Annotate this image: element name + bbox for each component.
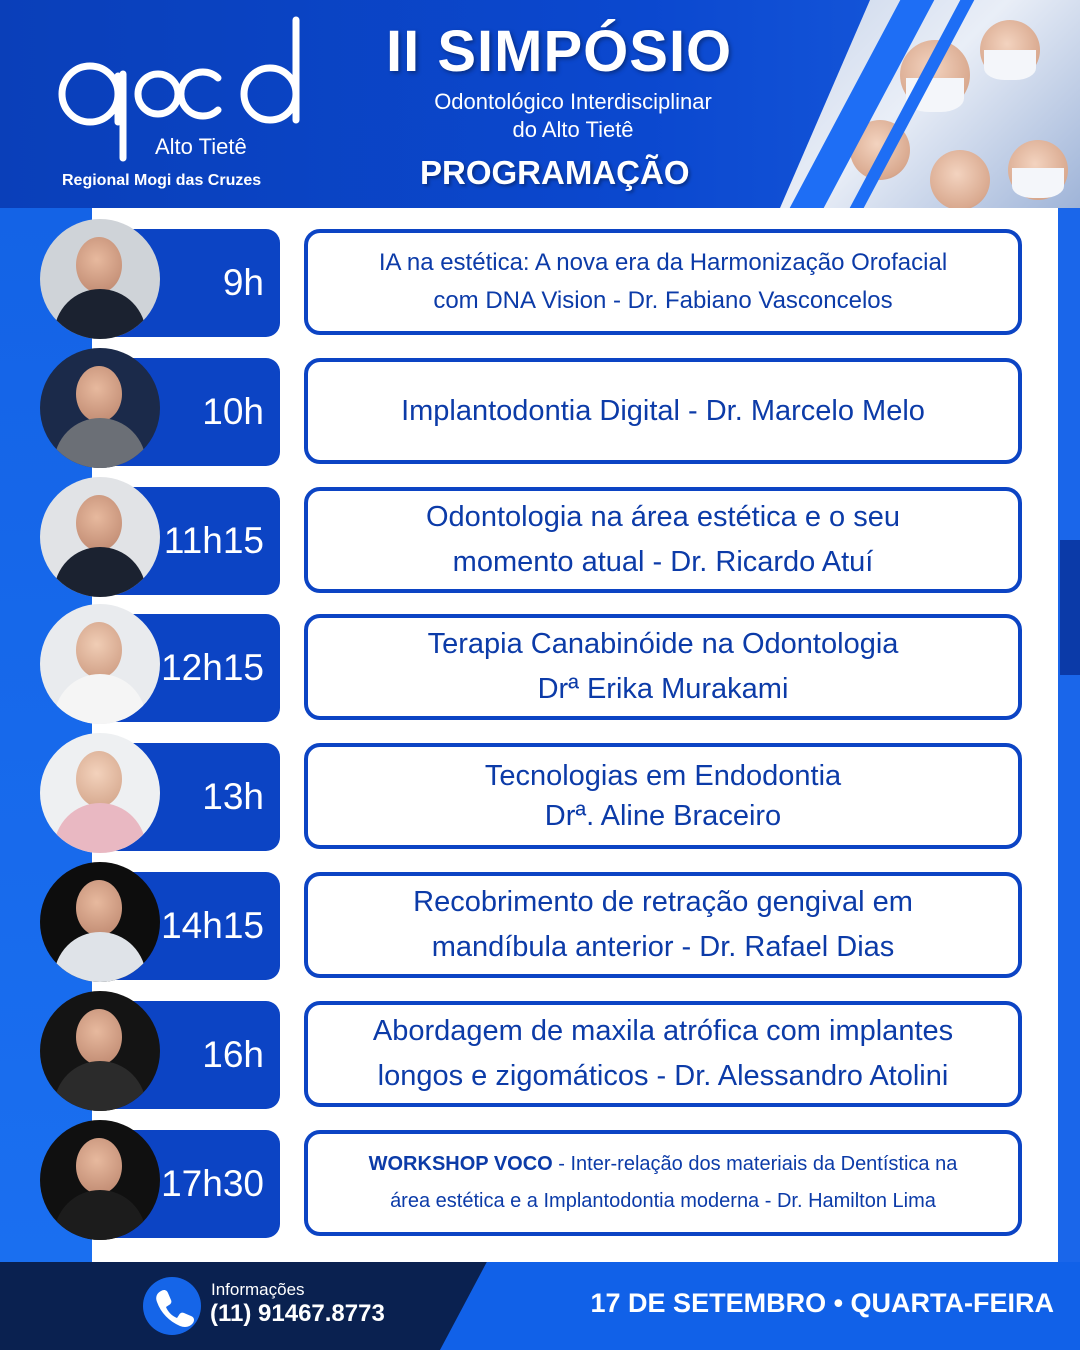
talk-line1: Tecnologias em Endodontia xyxy=(484,760,842,792)
time-label: 14h15 xyxy=(161,905,264,946)
schedule-row xyxy=(0,229,1080,341)
talk-line2: mandíbula anterior - Dr. Rafael Dias xyxy=(431,931,895,963)
schedule-row xyxy=(0,872,1080,984)
talk-title xyxy=(373,1009,953,1099)
schedule-row xyxy=(0,743,1080,855)
schedule-row xyxy=(0,1001,1080,1113)
talk-title xyxy=(428,622,899,712)
subtitle-line2: do Alto Tietê xyxy=(512,117,634,142)
talk-title xyxy=(369,1146,958,1220)
footer xyxy=(0,1262,1080,1350)
event-subtitle xyxy=(388,88,758,144)
talk-line1-text: - Inter-relação dos materiais da Dentística na xyxy=(552,1153,958,1175)
talk-line1: Terapia Canabinóide na Odontologia xyxy=(427,628,899,660)
speaker-avatar xyxy=(40,477,160,597)
talk-line1 xyxy=(369,1146,958,1183)
talk-line2: com DNA Vision - Dr. Fabiano Vasconcelos xyxy=(433,287,893,314)
talk-title xyxy=(379,244,947,320)
regional-label: Regional Mogi das Cruzes xyxy=(62,172,262,189)
talk-title xyxy=(426,495,900,585)
speaker-avatar xyxy=(40,219,160,339)
talk-title xyxy=(485,756,841,836)
talk-card xyxy=(304,358,1022,464)
time-label: 13h xyxy=(202,776,264,817)
talk-card xyxy=(304,743,1022,849)
phone-number: (11) 91467.8773 xyxy=(210,1300,385,1327)
talk-card xyxy=(304,229,1022,335)
phone-icon xyxy=(143,1277,201,1335)
logo-subtitle: Alto Tietê xyxy=(155,134,247,159)
talk-line1: Odontologia na área estética e o seu xyxy=(426,501,900,533)
event-title: II SIMPÓSIO xyxy=(386,19,733,84)
talk-title xyxy=(401,389,925,434)
talk-title xyxy=(413,880,913,970)
time-label: 16h xyxy=(202,1034,264,1075)
schedule-row xyxy=(0,1130,1080,1242)
talk-card xyxy=(304,487,1022,593)
talk-card xyxy=(304,1130,1022,1236)
speaker-avatar xyxy=(40,604,160,724)
time-label: 9h xyxy=(222,262,264,303)
talk-line1: Abordagem de maxila atrófica com implantes xyxy=(372,1015,954,1047)
talk-card xyxy=(304,1001,1022,1107)
schedule-row xyxy=(0,487,1080,599)
time-label: 17h30 xyxy=(161,1163,264,1204)
programacao-heading: PROGRAMAÇÃO xyxy=(420,154,690,191)
schedule-row xyxy=(0,614,1080,726)
talk-card xyxy=(304,872,1022,978)
speaker-avatar xyxy=(40,862,160,982)
speaker-avatar xyxy=(40,991,160,1111)
subtitle-line1: Odontológico Interdisciplinar xyxy=(434,89,712,114)
talk-line2: longos e zigomáticos - Dr. Alessandro Atolini xyxy=(377,1060,949,1092)
talk-card xyxy=(304,614,1022,720)
header-banner xyxy=(0,0,1080,208)
speaker-avatar xyxy=(40,733,160,853)
schedule-row xyxy=(0,358,1080,470)
event-date: 17 DE SETEMBRO • QUARTA-FEIRA xyxy=(590,1288,1054,1318)
talk-line1: Implantodontia Digital - Dr. Marcelo Melo xyxy=(401,394,925,427)
talk-line1: IA na estética: A nova era da Harmonização Orofacial xyxy=(378,249,948,276)
talk-line2: momento atual - Dr. Ricardo Atuí xyxy=(452,546,874,578)
workshop-label: WORKSHOP VOCO xyxy=(368,1153,553,1175)
talk-line1: Recobrimento de retração gengival em xyxy=(413,886,913,918)
speaker-avatar xyxy=(40,1120,160,1240)
talk-line2: área estética e a Implantodontia moderna - Dr. Hamilton Lima xyxy=(390,1190,936,1212)
time-label: 11h15 xyxy=(163,520,264,561)
time-label: 10h xyxy=(202,391,264,432)
talk-line2: Drª. Aline Braceiro xyxy=(544,800,782,832)
talk-line2: Drª Erika Murakami xyxy=(537,673,789,705)
info-label: Informações xyxy=(211,1280,305,1299)
time-label: 12h15 xyxy=(161,647,264,688)
speaker-avatar xyxy=(40,348,160,468)
